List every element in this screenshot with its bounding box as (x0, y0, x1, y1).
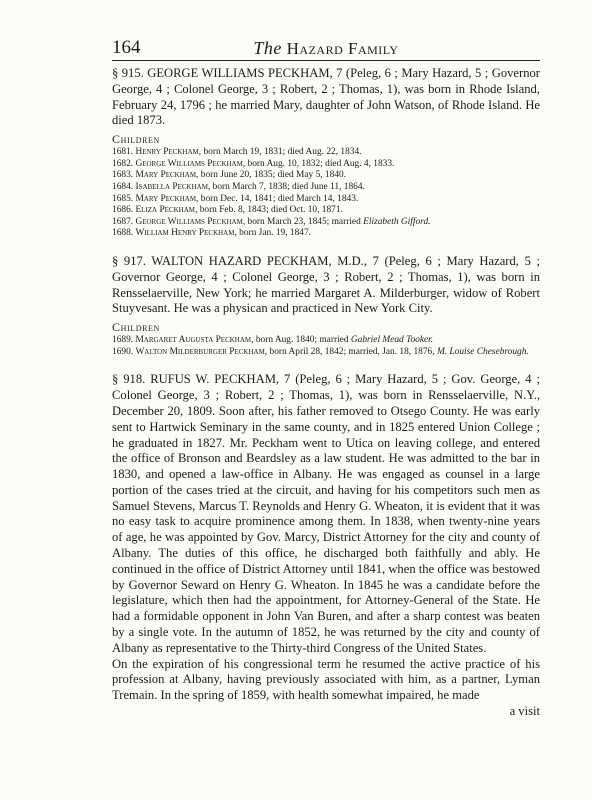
child-details: born Aug. 1840; married (253, 335, 351, 346)
child-spouse: M. Louise Chesebrough. (436, 346, 529, 357)
child-name: George Williams Peckham, (135, 158, 246, 169)
child-number: 1686. (112, 205, 136, 216)
body-column (112, 66, 540, 720)
child-details: born Feb. 8, 1843; died Oct. 10, 1871. (197, 205, 343, 216)
child-spouse: Gabriel Mead Tooker. (350, 335, 434, 346)
running-head (112, 38, 540, 59)
entry-918-text-continued: On the expiration of his congressional term he resumed the active practice of his profession at Albany, having previously associated with him, as a partner, Lyman Tremain. In the spring of 1859, with health somewhat impaired, he made (112, 656, 540, 703)
child-entry (112, 159, 540, 171)
child-entry (112, 182, 540, 194)
child-name: Mary Peckham, (135, 170, 199, 181)
child-spouse: Elizabeth Gifford. (363, 216, 431, 227)
child-number: 1689. (112, 335, 136, 346)
entry-915-children-label: Children (112, 132, 160, 147)
running-head-the: The (253, 38, 282, 58)
child-name: Isabella Peckham, (135, 181, 211, 192)
child-number: 1688. (112, 228, 136, 239)
child-details: born Jan. 19, 1847. (236, 228, 312, 239)
child-details: born March 19, 1831; died Aug. 22, 1834. (201, 147, 362, 158)
child-details: born March 7, 1838; died June 11, 1864. (210, 181, 365, 192)
child-name: Margaret Augusta Peckham, (135, 335, 254, 346)
child-entry (112, 335, 540, 347)
entry-917-text: § 917. WALTON HAZARD PECKHAM, M.D., 7 (Peleg, 6 ; Mary Hazard, 5 ; Governor George, 4 ; Colonel George, 3 ; Robert, 2 ; Thomas, 1), was born in Rensselaerville, New York; he married Margaret A. Milderburger, widow of Robert Stuyvesant. He was a physican and practiced in New York City. (112, 253, 540, 316)
child-entry (112, 228, 540, 240)
child-number: 1687. (112, 216, 136, 227)
child-entry (112, 170, 540, 182)
child-entry (112, 217, 540, 229)
child-name: George Williams Peckham, (135, 216, 246, 227)
page-number: 164 (112, 37, 141, 58)
entry-915-children-list (112, 147, 540, 240)
child-entry (112, 205, 540, 217)
child-name: Eliza Peckham, (135, 205, 198, 216)
child-number: 1681. (112, 147, 136, 158)
child-details: born June 20, 1835; died May 5, 1840. (198, 170, 347, 181)
child-number: 1682. (112, 158, 136, 169)
page-header (112, 38, 540, 61)
child-entry (112, 347, 540, 359)
child-number: 1684. (112, 181, 136, 192)
child-entry (112, 147, 540, 159)
running-head-title: Hazard Family (286, 39, 399, 58)
entry-915-text: § 915. GEORGE WILLIAMS PECKHAM, 7 (Peleg, 6 ; Mary Hazard, 5 ; Governor George, 4 ; Colonel George, 3 ; Robert, 2 ; Thomas, 1), was born in Rhode Island, February 24, 1796 ; he married Mary, daughter of John Watson, of Rhode Island. He died 1873. (112, 66, 540, 128)
child-details: born Dec. 14, 1841; died March 14, 1843. (198, 193, 359, 204)
entry-917-children-list (112, 335, 540, 358)
child-number: 1690. (112, 346, 136, 357)
child-name: Henry Peckham, (135, 147, 202, 158)
entry-918-text: § 918. RUFUS W. PECKHAM, 7 (Peleg, 6 ; Mary Hazard, 5 ; Gov. George, 4 ; Colonel George, 3 ; Robert, 2 ; Thomas, 1), was born in Rensselaerville, N.Y., December 20, 1809. Soon after, his father removed to Otsego County. He was early sent to Hartwick Seminary in the same county, and in 1825 entered Union College ; he graduated in 1827. Mr. Peckham went to Utica on leaving college, and entered the office of Bronson and Beardsley as a law student. He was admitted to the bar in 1830, and opened a law-office in Albany. He was engaged as counsel in a large portion of the cases tried at the circuit, and having for his competitors such men as Samuel Stevens, Marcus T. Reynolds and Henry G. Wheaton, it is evident that it was no easy task to acquire prominence among them. In 1838, when twenty-nine years of age, he was appointed by Gov. Marcy, District Attorney for the city and county of Albany. The duties of this office, he discharged both faithfully and ably. He continued in the office of District Attorney until 1841, when the office was bestowed by Governor Seward on Henry G. Wheaton. In 1845 he was a candidate before the legislature, which then had the appointment, for Attorney-General of the State. He had a formidable opponent in John Van Buren, and after a sharp contest was beaten by a single vote. In the autumn of 1852, he was returned by the city and county of Albany as representative to the Thirty-third Congress of the United States. (112, 372, 540, 655)
child-entry (112, 194, 540, 206)
child-name: Walton Milderburger Peckham, (135, 346, 268, 357)
child-details: born March 23, 1845; married (245, 216, 364, 227)
entry-917-children-label: Children (112, 320, 160, 335)
child-details: born April 28, 1842; married, Jan. 18, 1876, (267, 346, 437, 357)
child-name: Mary Peckham, (135, 193, 199, 204)
child-number: 1685. (112, 193, 136, 204)
catchword: a visit (509, 704, 540, 719)
child-number: 1683. (112, 170, 136, 181)
child-details: born Aug. 10, 1832; died Aug. 4, 1833. (245, 158, 395, 169)
child-name: William Henry Peckham, (135, 228, 237, 239)
